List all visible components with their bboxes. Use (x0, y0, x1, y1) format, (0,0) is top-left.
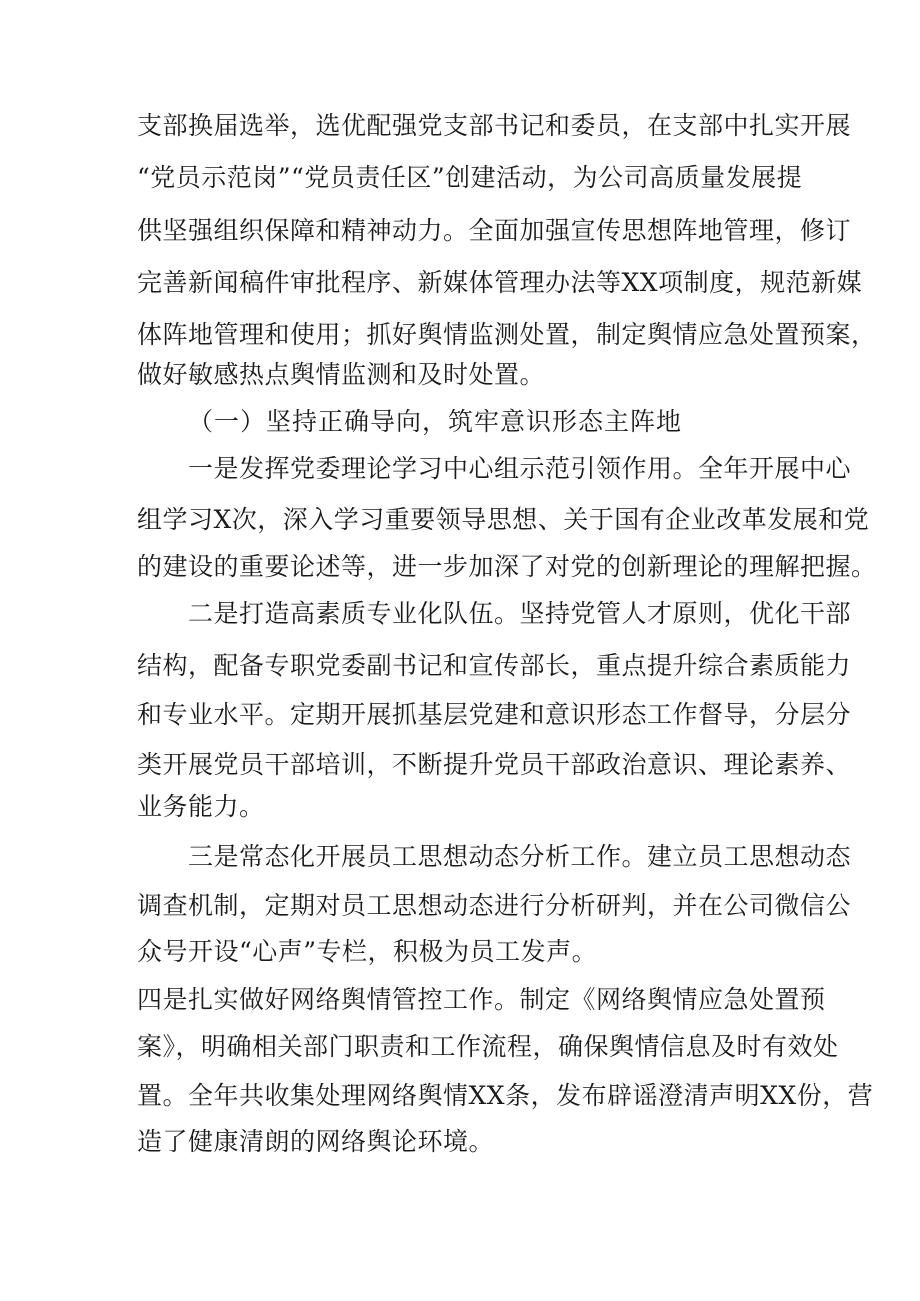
text-line: 四是扎实做好网络舆情管控工作。制定《网络舆情应急处置预 (137, 985, 826, 1014)
text-line: 支部换届选举，选优配强党支部书记和委员，在支部中扎实开展 (137, 111, 852, 140)
text-line: 供坚强组织保障和精神动力。全面加强宣传思想阵地管理，修订 (137, 216, 852, 245)
text-line: “党员示范岗”“党员责任区”创建活动，为公司高质量发展提 (137, 163, 803, 192)
text-line: 业务能力。 (137, 792, 265, 821)
text-line: 造了健康清朗的网络舆论环境。 (137, 1127, 495, 1156)
text-line: 的建设的重要论述等，进一步加深了对党的创新理论的理解把握。 (137, 552, 877, 581)
text-line: 组学习X次，深入学习重要领导思想、关于国有企业改革发展和党 (137, 505, 870, 534)
text-line: 完善新闻稿件审批程序、新媒体管理办法等XX项制度，规范新媒 (137, 268, 863, 297)
text-line: 二是打造高素质专业化队伍。坚持党管人才原则，优化干部 (188, 599, 852, 628)
heading-text: （一）坚持正确导向，筑牢意识形态主阵地 (188, 407, 683, 436)
text-line: 体阵地管理和使用；抓好舆情监测处置，制定舆情应急处置预案， (137, 320, 877, 349)
text-line: 置。全年共收集处理网络舆情XX条，发布辟谣澄清声明XX份，营 (137, 1081, 874, 1110)
text-line: 众号开设“心声”专栏，积极为员工发声。 (137, 937, 598, 966)
text-line: 类开展党员干部培训，不断提升党员干部政治意识、理论素养、 (137, 750, 852, 779)
text-line: 和专业水平。定期开展抓基层党建和意识形态工作督导，分层分 (137, 700, 852, 729)
text-line: 做好敏感热点舆情监测和及时处置。 (137, 360, 546, 389)
text-line: 一是发挥党委理论学习中心组示范引领作用。全年开展中心 (188, 454, 852, 483)
text-line: 结构，配备专职党委副书记和宣传部长，重点提升综合素质能力 (137, 651, 852, 680)
text-line: 三是常态化开展员工思想动态分析工作。建立员工思想动态 (188, 842, 852, 871)
text-line: 案》，明确相关部门职责和工作流程，确保舆情信息及时有效处 (137, 1032, 839, 1061)
text-line: 调查机制，定期对员工思想动态进行分析研判，并在公司微信公 (137, 891, 852, 920)
